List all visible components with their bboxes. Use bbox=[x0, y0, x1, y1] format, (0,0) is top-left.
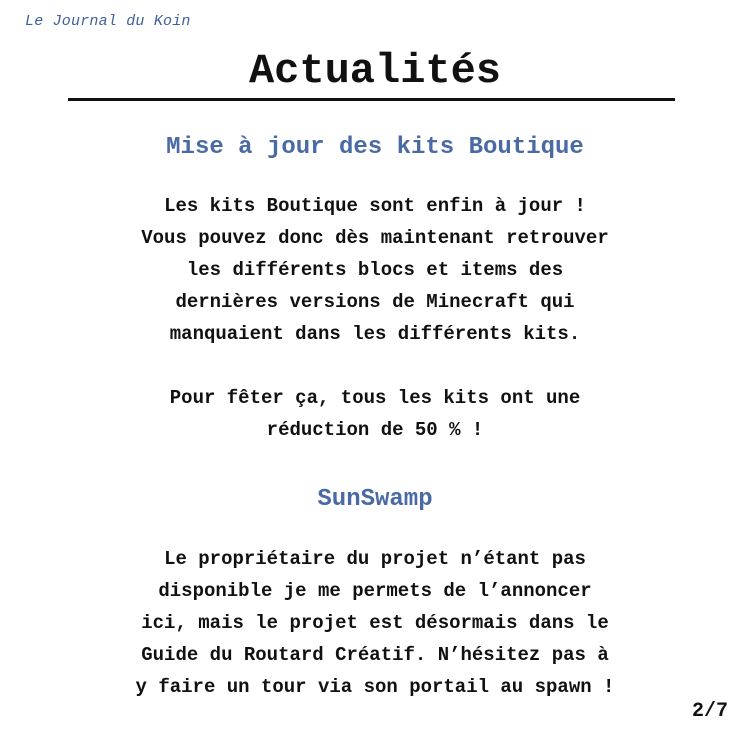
paragraph-line: manquaient dans les différents kits. bbox=[169, 323, 581, 345]
article-paragraph bbox=[75, 382, 675, 446]
title-divider bbox=[68, 98, 675, 101]
paragraph-line: Le propriétaire du projet n’étant pas bbox=[164, 548, 586, 570]
paragraph-line: y faire un tour via son portail au spawn ! bbox=[135, 676, 615, 698]
page-title: Actualités bbox=[248, 47, 502, 95]
paragraph-line: Les kits Boutique sont enfin à jour ! bbox=[164, 195, 586, 217]
paragraph-line: dernières versions de Minecraft qui bbox=[175, 291, 575, 313]
page-number: 2/7 bbox=[691, 700, 728, 723]
section-heading-kits: Mise à jour des kits Boutique bbox=[166, 134, 584, 161]
paragraph-line: Vous pouvez donc dès maintenant retrouver bbox=[141, 227, 609, 249]
masthead-title: Le Journal du Koin bbox=[25, 13, 191, 30]
article-paragraph bbox=[75, 190, 675, 350]
paragraph-line: disponible je me permets de l’annoncer bbox=[158, 580, 592, 602]
paragraph-line: Pour fêter ça, tous les kits ont une bbox=[169, 387, 581, 409]
paragraph-line: Guide du Routard Créatif. N’hésitez pas à bbox=[141, 644, 609, 666]
paragraph-line: réduction de 50 % ! bbox=[266, 419, 484, 441]
paragraph-line: les différents blocs et items des bbox=[186, 259, 564, 281]
article-paragraph bbox=[75, 543, 675, 703]
section-heading-sunswamp: SunSwamp bbox=[317, 486, 433, 513]
paragraph-line: ici, mais le projet est désormais dans le bbox=[141, 612, 609, 634]
